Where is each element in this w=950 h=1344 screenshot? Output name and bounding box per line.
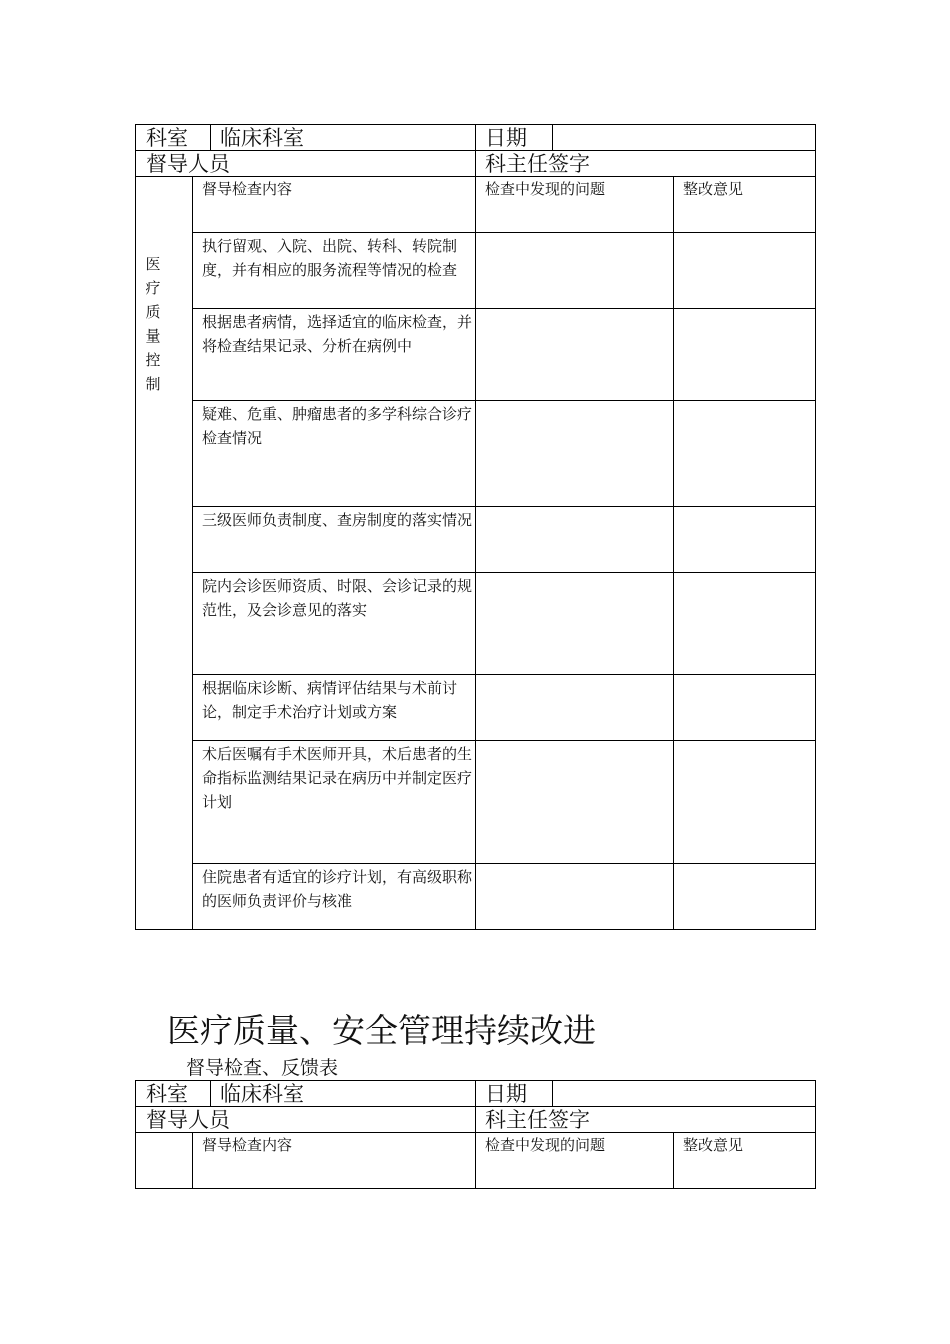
date-label: 日期 — [485, 126, 527, 150]
date-field[interactable] — [556, 127, 812, 148]
table-border — [192, 506, 816, 507]
table-border — [815, 124, 816, 930]
col-header-content: 督导检查内容 — [202, 1136, 293, 1154]
director-sign-label: 科主任签字 — [485, 152, 590, 176]
table-border — [673, 1132, 674, 1189]
table-border — [192, 1132, 193, 1189]
table-border — [475, 1106, 476, 1132]
col-header-rectification: 整改意见 — [683, 180, 744, 198]
date-label: 日期 — [485, 1082, 527, 1106]
table-border — [192, 176, 193, 930]
table-border — [475, 150, 476, 176]
check-item: 三级医师负责制度、查房制度的落实情况 — [202, 511, 473, 529]
supervisor-label: 督导人员 — [146, 152, 230, 176]
table-border — [210, 1080, 211, 1106]
check-item: 住院患者有适宜的诊疗计划，有高级职称的医师负责评价与核准 — [202, 868, 473, 910]
table-border — [475, 176, 476, 930]
page-subtitle: 督导检查、反馈表 — [186, 1057, 339, 1079]
supervisor-label: 督导人员 — [146, 1108, 230, 1132]
supervisor-field[interactable] — [250, 153, 470, 174]
date-field[interactable] — [556, 1083, 812, 1104]
table-border — [815, 1080, 816, 1189]
col-header-content: 督导检查内容 — [202, 180, 293, 198]
director-sign-field[interactable] — [600, 153, 812, 174]
dept-value: 临床科室 — [220, 1082, 304, 1106]
dept-value: 临床科室 — [220, 126, 304, 150]
table-border — [192, 863, 816, 864]
table-border — [552, 124, 553, 150]
table-border — [135, 1080, 136, 1189]
table-border — [192, 740, 816, 741]
director-sign-field[interactable] — [600, 1109, 812, 1130]
col-header-problems: 检查中发现的问题 — [485, 180, 606, 198]
dept-label: 科室 — [146, 126, 188, 150]
col-header-problems: 检查中发现的问题 — [485, 1136, 606, 1154]
table-border — [475, 1080, 476, 1106]
table-border — [192, 400, 816, 401]
check-item: 根据患者病情，选择适宜的临床检查，并将检查结果记录、分析在病例中 — [202, 313, 473, 355]
col-header-rectification: 整改意见 — [683, 1136, 744, 1154]
check-item: 疑难、危重、肿瘤患者的多学科综合诊疗检查情况 — [202, 405, 473, 447]
table-border — [192, 308, 816, 309]
table-border — [192, 232, 816, 233]
dept-label: 科室 — [146, 1082, 188, 1106]
table-border — [673, 176, 674, 930]
check-item: 根据临床诊断、病情评估结果与术前讨论，制定手术治疗计划或方案 — [202, 679, 458, 721]
table-border — [475, 124, 476, 150]
category-label: 医疗质量控制 — [145, 255, 161, 393]
check-item: 执行留观、入院、出院、转科、转院制度，并有相应的服务流程等情况的检查 — [202, 237, 458, 279]
check-item: 术后医嘱有手术医师开具，术后患者的生命指标监测结果记录在病历中并制定医疗计划 — [202, 745, 473, 811]
page-title: 医疗质量、安全管理持续改进 — [167, 1011, 596, 1050]
check-item: 院内会诊医师资质、时限、会诊记录的规范性，及会诊意见的落实 — [202, 577, 473, 619]
table-border — [192, 572, 816, 573]
table-border — [552, 1080, 553, 1106]
table-border — [210, 124, 211, 150]
table-border — [475, 1132, 476, 1189]
director-sign-label: 科主任签字 — [485, 1108, 590, 1132]
supervisor-field[interactable] — [250, 1109, 470, 1130]
table-border — [192, 674, 816, 675]
table-border — [135, 124, 136, 930]
